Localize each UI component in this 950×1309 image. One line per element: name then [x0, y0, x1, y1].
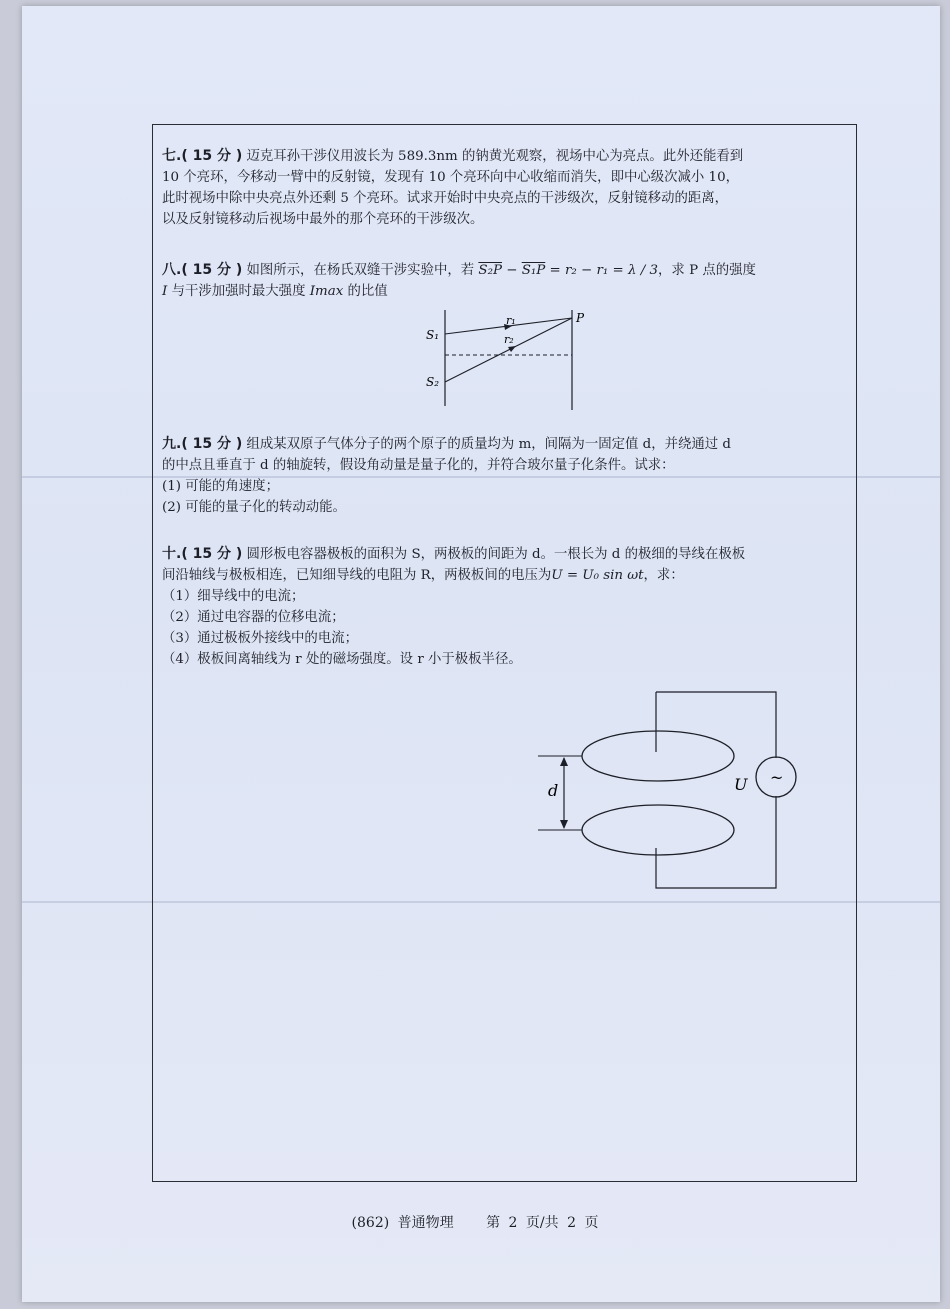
- circuit-wire-bottom: [656, 796, 776, 888]
- capacitor-bottom-plate: [582, 805, 734, 855]
- symbol-intensity: I: [162, 284, 168, 299]
- path-s2p: S₂P: [478, 263, 502, 278]
- question-text-line: 10 个亮环，今移动一臂中的反射镜，发现有 10 个亮环向中心收缩而消失，即中心级次减小 10，: [162, 170, 739, 185]
- question-text-line: 迈克耳孙干涉仪用波长为 589.3nm 的钠黄光观察，视场中心为亮点。此外还能看到: [246, 149, 744, 164]
- label-r1: r₁: [506, 314, 516, 327]
- question-number: 十.: [162, 546, 182, 562]
- page-number: 第 2 页/共 2 页: [486, 1215, 599, 1231]
- question-7: [162, 146, 852, 230]
- question-subitem: （4）极板间离轴线为 r 处的磁场强度。设 r 小于极板半径。: [162, 652, 522, 667]
- capacitor-top-plate: [582, 731, 734, 781]
- question-text: 间沿轴线与极板相连，已知细导线的电阻为 R，两极板间的电压为: [162, 568, 552, 583]
- question-text-line: 的中点且垂直于 d 的轴旋转，假设角动量是量子化的，并符合玻尔量子化条件。试求：: [162, 458, 675, 473]
- question-text-line: 组成某双原子气体分子的两个原子的质量均为 m，间隔为一固定值 d，并绕通过 d: [246, 437, 731, 452]
- page-footer: [0, 1212, 950, 1232]
- question-text-line: 以及反射镜移动后视场中最外的那个亮环的干涉级次。: [162, 212, 484, 227]
- question-text: ，求：: [643, 568, 684, 583]
- question-text: 如图所示，在杨氏双缝干涉实验中，若: [246, 263, 475, 278]
- question-subitem: （2）通过电容器的位移电流；: [162, 610, 345, 625]
- label-d: d: [548, 781, 559, 800]
- question-score: ( 15 分 ): [181, 436, 243, 452]
- label-p: P: [576, 311, 585, 325]
- question-score: ( 15 分 ): [181, 148, 243, 164]
- label-s2: S₂: [426, 375, 440, 389]
- path-s1p: S₁P: [521, 263, 546, 278]
- question-8: 八.( 15 分 ) 如图所示，在杨氏双缝干涉实验中，若 S₂P − S₁P = r₂ − r₁ = λ / 3，求 P 点的强度 I 与干涉加强时最大强度 Imax 的比值: [162, 262, 756, 299]
- question-subitem: （1）细导线中的电流；: [162, 589, 305, 604]
- question-score: ( 15 分 ): [181, 262, 243, 278]
- ac-source-symbol: ~: [770, 768, 784, 787]
- question-subitem: (1) 可能的角速度；: [162, 479, 279, 494]
- symbol-max-intensity: Imax: [309, 284, 344, 299]
- question-text: 圆形板电容器极板的面积为 S，两极板的间距为 d。一根长为 d 的极细的导线在极板: [246, 547, 746, 562]
- question-score: ( 15 分 ): [181, 546, 243, 562]
- course-title: (862) 普通物理: [351, 1215, 454, 1231]
- question-text: ，求 P 点的强度: [658, 263, 756, 278]
- question-text-line: 此时视场中除中央亮点外还剩 5 个亮环。试求开始时中央亮点的干涉级次，反射镜移动的距离，: [162, 191, 729, 206]
- label-r2: r₂: [504, 333, 514, 346]
- label-s1: S₁: [426, 328, 440, 342]
- question-subitem: (2) 可能的量子化的转动动能。: [162, 500, 346, 515]
- question-text: 与干涉加强时最大强度: [171, 284, 306, 299]
- question-number: 九.: [162, 436, 182, 452]
- question-number: 八.: [162, 262, 182, 278]
- question-text: 的比值: [347, 284, 388, 299]
- circuit-wire-top: [656, 692, 776, 758]
- question-number: 七.: [162, 148, 182, 164]
- question-subitem: （3）通过极板外接线中的电流；: [162, 631, 358, 646]
- ray-r2-arrow: [508, 346, 516, 352]
- label-u: U: [734, 775, 748, 794]
- path-difference-formula: = r₂ − r₁ = λ / 3: [549, 263, 659, 278]
- capacitor-circuit-figure: [530, 684, 810, 894]
- question-10: [162, 544, 852, 670]
- voltage-formula: U = U₀ sin ωt: [551, 568, 644, 583]
- dimension-arrow-down: [560, 820, 568, 829]
- double-slit-figure: [420, 306, 590, 414]
- question-9: [162, 434, 852, 518]
- dimension-arrow-up: [560, 757, 568, 766]
